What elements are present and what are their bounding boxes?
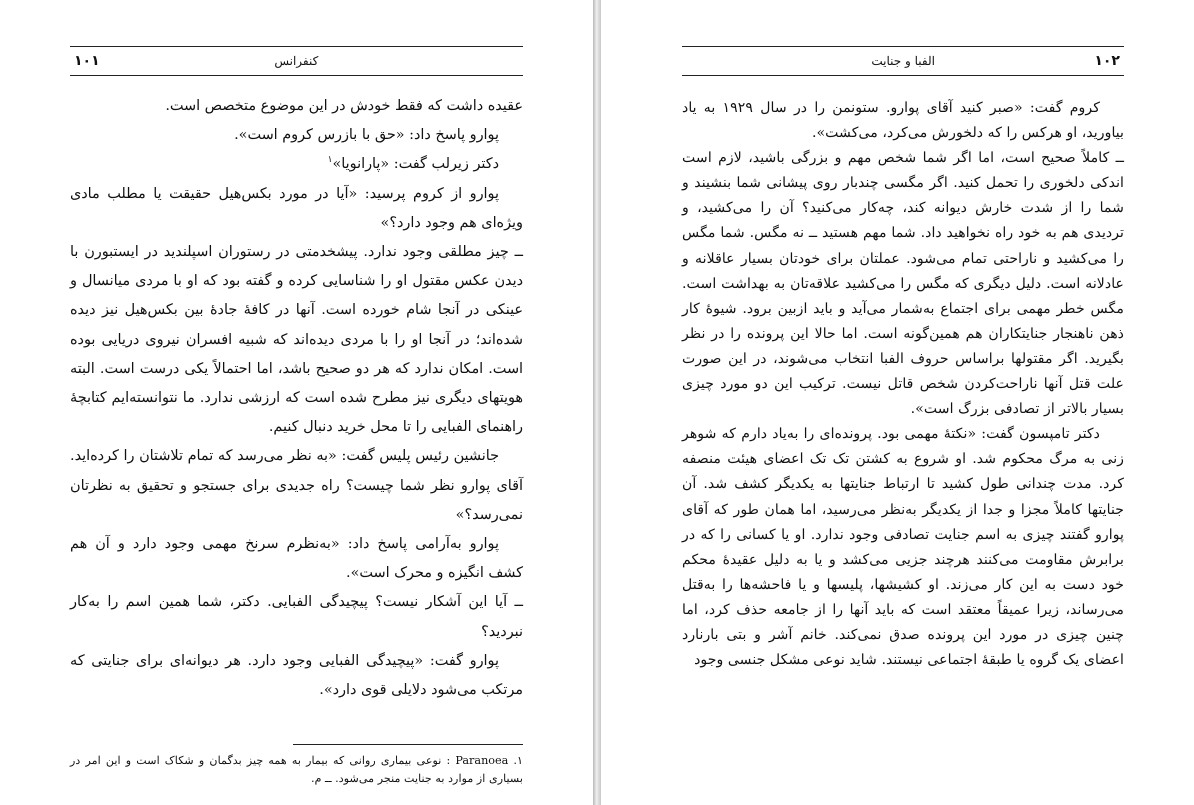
left-paragraph-6: جانشین رئیس پلیس گفت: «به نظر می‌رسد که تمام تلاشتان را کرده‌اید. آقای پوارو نظر شما چیست؟ راه جدیدی برای جستجو و تحقیق به نظرتان نمی‌رسد؟» [70,448,523,523]
left-paragraph-3-text: دکتر زیرلب گفت: «پارانویا» [332,156,499,173]
footnote: ۱. Paranoea : نوعی بیماری روانی که بیمار به همه چیز بدگمان و شکاک است و این امر در بسیاری از موارد به جنایت منجر می‌شود. ــ م. [70,754,523,785]
right-paragraph-2: ــ کاملاً صحیح است، اما اگر شما شخص مهم و بزرگی باشید، لازم است اندکی دلخوری را تحمل کنید. اگر مگسی چندبار روی پیشانی شما بنشیند و شما را از شدت خارش دیوانه کند، چه‌کار می‌کنید؟ آن را می‌کشید، و تردیدی هم به خود راه نخواهید داد. شما مهم هستید ــ نه مگس. شما مگس را می‌کشید و ناراحتی تمام می‌شود. عملتان برای خودتان بسیار عاقلانه و عادلانه است. دلیل دیگری که مگس را می‌کشید علاقه‌تان به بهداشت است. مگس خطر مهمی برای اجتماع به‌شمار می‌آید و باید ازبین برود. شیوهٔ کار ذهن ناهنجار جنایتکاران هم همین‌گونه است. اما حالا این پرونده را در نظر بگیرید. اگر مقتولها براساس حروف الفبا انتخاب می‌شوند، در این صورت علت قتل آنها ناراحت‌کردن شخص قاتل نیست. ترکیب این دو مورد چیزی بسیار بالاتر از تصادفی بزرگ است». [682,150,1124,418]
right-page [601,0,1194,805]
left-paragraph-9: پوارو گفت: «پیچیدگی الفبایی وجود دارد. هر دیوانه‌ای برای جنایتی که مرتکب می‌شود دلایلی قوی دارد». [70,652,523,699]
left-paragraph-2: پوارو پاسخ داد: «حق با بازرس کروم است». [234,127,499,144]
book-gutter [593,0,601,805]
footnote-rule [293,744,523,745]
right-page-body [682,96,1124,673]
right-running-title: الفبا و جنایت [871,54,935,68]
left-paragraph-4: پوارو از کروم پرسید: «آیا در مورد بکس‌هیل حقیقت یا مطلب مادی ویژه‌ای هم وجود دارد؟» [70,185,523,231]
right-paragraph-1: کروم گفت: «صبر کنید آقای پوارو. ستونمن را در سال ۱۹۲۹ به یاد بیاورید، او هرکس را که دلخورش می‌کرد، می‌کشت». [682,100,1124,142]
left-paragraph-3 [70,150,523,179]
right-page-header [682,46,1124,76]
left-page-body [70,92,523,705]
right-paragraph-3: دکتر تامپسون گفت: «نکتهٔ مهمی بود. پرونده‌ای را به‌یاد دارم که شوهر زنی به مرگ محکوم شد. او شروع به کشتن تک تک اعضای هیئت منصفه کرد. مدت چندانی طول کشید تا ارتباط جنایتها به یکدیگر کشف شد. آن جنایتها کاملاً مجزا و جدا از یکدیگر به‌نظر می‌رسید، اما همان طور که آقای پوارو گفتند چیزی به اسم جنایت تصادفی وجود ندارد. او یا کسانی را که در برابرش مقاومت می‌کنند هرچند جزیی می‌کشد و یا به دلیل عقیدهٔ محکم خود دست به این کار می‌زند. او کشیشها، پلیسها و یا فاحشه‌ها را به‌قتل می‌رساند، زیرا عمیقاً معتقد است که باید آنها را از جامعه حذف کرد، اما چنین چیزی در مورد این پرونده صدق نمی‌کند. خانم آشر و بتی بارنارد اعضای یک گروه یا طبقهٔ اجتماعی نیستند. شاید نوعی مشکل جنسی وجود [682,426,1124,669]
left-running-title: کنفرانس [274,54,319,68]
footnote-marker: ۱ [327,155,333,166]
left-page-number: ۱۰۱ [74,53,100,69]
left-page [0,0,593,805]
left-paragraph-1: عقیده داشت که فقط خودش در این موضوع متخصص است. [165,98,523,114]
left-paragraph-7: پوارو به‌آرامی پاسخ داد: «به‌نظرم سرنخ مهمی وجود دارد و آن هم کشف انگیزه و محرک است». [70,536,523,582]
left-paragraph-5: ــ چیز مطلقی وجود ندارد. پیشخدمتی در رستوران اسپلندید در ایستبورن با دیدن عکس مقتول او را شناسایی کرده و گفته بود که او با مردی میانسال و عینکی در آنجا شام خورده است. آنها در کافهٔ جادهٔ بین بکس‌هیل نیز دیده شده‌اند؛ در آنجا او را با مردی دیده‌اند که شبیه افسران نیروی دریایی بوده است. امکان ندارد که هر دو صحیح باشد، اما احتمالاً یکی درست است. البته هویتهای دیگری نیز مطرح شده است که ارزشی ندارد. ما نتوانسته‌ایم کتابچهٔ راهنمای الفبایی را تا محل خرید دنبال کنیم. [70,244,523,436]
right-page-number: ۱۰۲ [1094,53,1120,69]
left-page-header [70,46,523,76]
left-paragraph-8: ــ آیا این آشکار نیست؟ پیچیدگی الفبایی. دکتر، شما همین اسم را به‌کار نبردید؟ [70,594,523,640]
